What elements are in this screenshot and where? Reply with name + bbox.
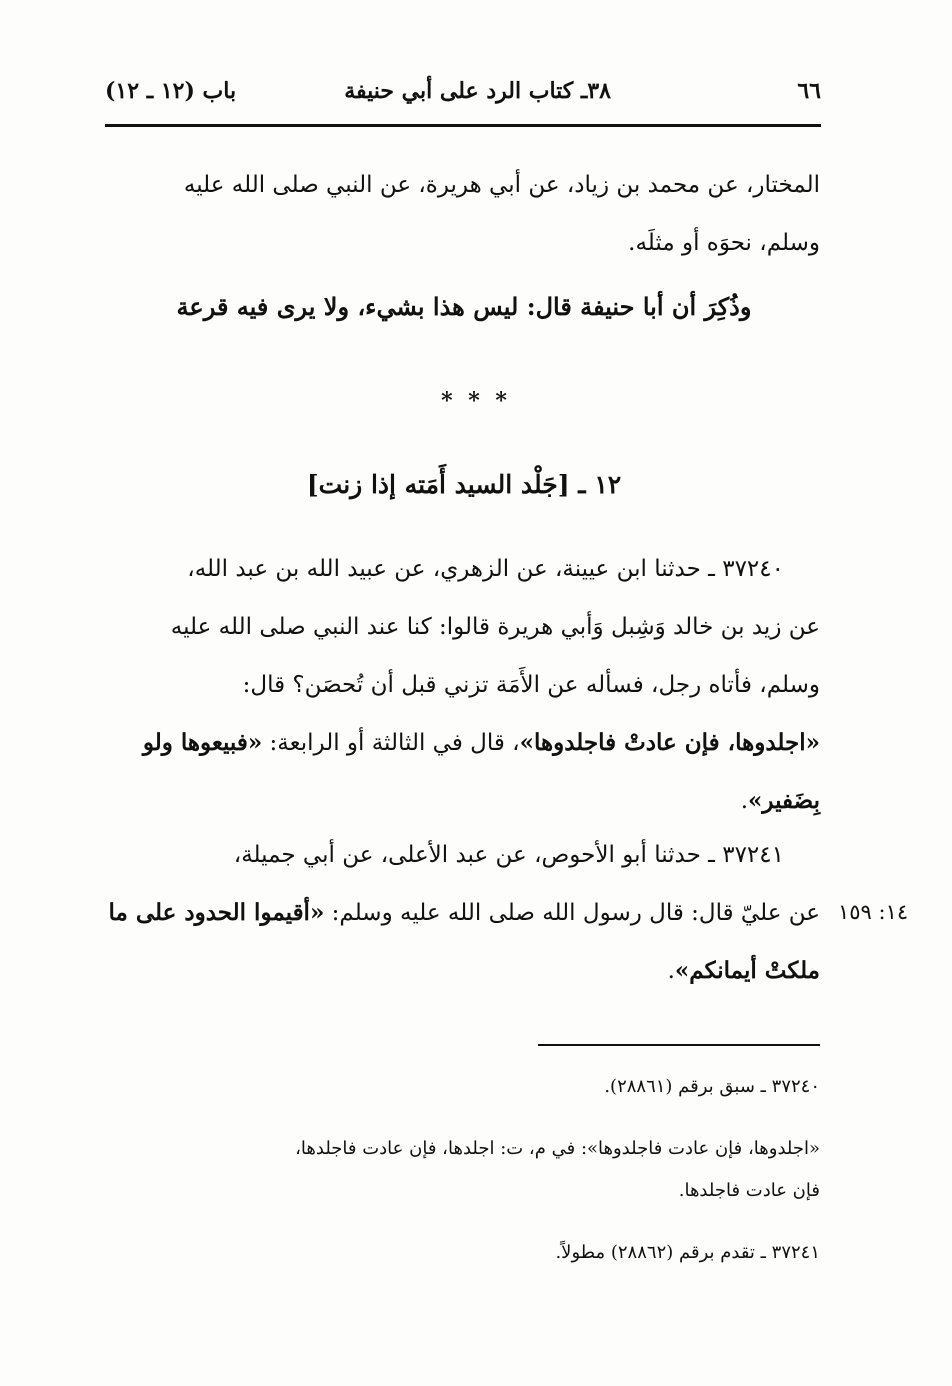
- header-rule: [105, 124, 821, 127]
- hadith-37240: [108, 540, 820, 830]
- text-line: المختار، عن محمد بن زياد، عن أبي هريرة، عن النبي صلى الله عليه: [183, 172, 820, 198]
- text-line: [108, 884, 820, 942]
- page-header: [105, 78, 821, 118]
- footnote-line: فإن عادت فاجلدها.: [678, 1180, 820, 1201]
- text-span: .: [740, 788, 748, 814]
- chapter-range: باب (١٢ ـ ١٢): [105, 78, 237, 104]
- quote-bold: «فبيعوها ولو: [142, 729, 263, 756]
- text-line: [108, 772, 820, 830]
- text-span: عن عليّ قال: قال رسول الله صلى الله عليه وسلم:: [324, 900, 820, 926]
- text-line: وسلم، نحوَه أو مثلَه.: [628, 230, 820, 256]
- quote-bold: «اجلدوها، فإن عادتْ فاجلدوها»: [519, 729, 820, 756]
- separator: * * *: [441, 388, 511, 414]
- hadith-37241: [108, 826, 820, 1000]
- footnote: ٣٧٢٤١ ـ تقدم برقم (٢٨٨٦٢) مطولاً.: [555, 1242, 820, 1263]
- margin-reference: ١٤: ١٥٩: [838, 900, 909, 924]
- quote-bold: «أقيموا الحدود على ما: [108, 899, 325, 926]
- text-span: ، قال في الثالثة أو الرابعة:: [262, 730, 520, 756]
- footnote-rule: [538, 1044, 820, 1046]
- footnote: [108, 1128, 820, 1212]
- chapter-heading: ١٢ ـ [جَلْد السيد أَمَته إذا زنت]: [306, 470, 622, 499]
- page-number: ٦٦: [797, 78, 821, 104]
- text-line: وسلم، فأتاه رجل، فسأله عن الأَمَة تزني قبل أن تُحصَن؟ قال:: [242, 672, 820, 698]
- footnote: ٣٧٢٤٠ ـ سبق برقم (٢٨٨٦١).: [604, 1076, 820, 1097]
- quote-bold: ملكتْ أيمانكم»: [674, 957, 820, 984]
- text-line: عن زيد بن خالد وَشِبل وَأبي هريرة قالوا: كنا عند النبي صلى الله عليه: [170, 614, 820, 640]
- quote-bold: بِضَفير»: [748, 787, 820, 814]
- footnote-line: «اجلدوها، فإن عادت فاجلدوها»: في م، ت: اجلدها، فإن عادت فاجلدها،: [295, 1138, 820, 1159]
- statement: وذُكِرَ أن أبا حنيفة قال: ليس هذا بشيء، ولا يرى فيه قرعة: [176, 292, 752, 321]
- text-line: [108, 942, 820, 1000]
- paragraph-continuation: [108, 156, 820, 272]
- text-line: ٣٧٢٤١ ـ حدثنا أبو الأحوص، عن عبد الأعلى، عن أبي جميلة،: [233, 842, 784, 868]
- text-span: .: [667, 958, 675, 984]
- book-title: ٣٨ـ كتاب الرد على أبي حنيفة: [344, 78, 611, 104]
- text-line: ٣٧٢٤٠ ـ حدثنا ابن عيينة، عن الزهري، عن عبيد الله بن عبد الله،: [187, 556, 784, 582]
- text-line: [108, 714, 820, 772]
